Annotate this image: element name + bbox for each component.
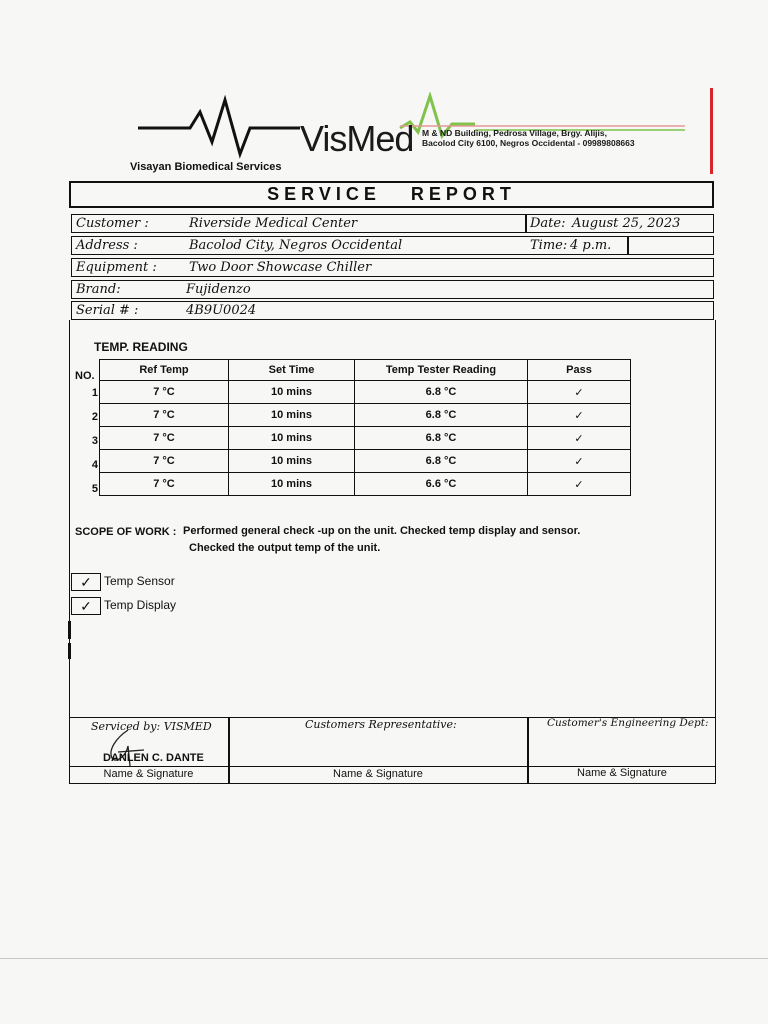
row-number: 5 (91, 483, 98, 495)
address-row (71, 236, 714, 255)
cell-set-time: 10 mins (229, 381, 355, 404)
customer-value: Riverside Medical Center (189, 216, 358, 231)
table-row (100, 404, 631, 427)
cell-reading: 6.8 °C (355, 381, 528, 404)
equipment-row (71, 258, 714, 277)
cell-ref-temp: 7 °C (100, 381, 229, 404)
temp-reading-table (99, 359, 631, 496)
serial-row (71, 301, 714, 320)
name-signature-label: Name & Signature (103, 768, 194, 780)
brand-label: Brand: (76, 282, 121, 297)
table-row (100, 450, 631, 473)
cell-reading: 6.6 °C (355, 473, 528, 496)
serviced-by-label: Serviced by: VISMED (91, 720, 212, 733)
table-row (100, 427, 631, 450)
cell-pass: ✓ (528, 427, 631, 450)
time-label: Time: (530, 238, 568, 253)
engineering-dept-label: Customer's Engineering Dept: (547, 717, 709, 729)
red-margin-bar (710, 88, 713, 174)
date-label: Date: (530, 216, 566, 231)
row-number: 2 (91, 411, 98, 423)
row-divider (525, 215, 527, 232)
logo-wordmark: VisMed (300, 118, 414, 159)
brand-value: Fujidenzo (186, 282, 251, 297)
temp-display-label: Temp Display (104, 598, 177, 612)
cell-reading: 6.8 °C (355, 427, 528, 450)
no-column-header: NO. (75, 370, 95, 382)
serial-label: Serial # : (76, 303, 139, 318)
scope-line-1: Performed general check -up on the unit. Checked temp display and sensor. (183, 525, 581, 537)
row-number: 4 (91, 459, 98, 471)
table-row (100, 473, 631, 496)
temp-reading-heading: TEMP. READING (94, 340, 188, 354)
cell-pass: ✓ (528, 450, 631, 473)
temp-sensor-label: Temp Sensor (104, 574, 175, 588)
address-value: Bacolod City, Negros Occidental (189, 238, 403, 253)
company-address: M & ND Building, Pedrosa Village, Brgy. Alijis, Bacolod City 6100, Negros Occidental - 09989808663 (422, 128, 635, 148)
cell-set-time: 10 mins (229, 404, 355, 427)
cell-ref-temp: 7 °C (100, 427, 229, 450)
company-subtitle: Visayan Biomedical Services (130, 161, 282, 173)
header-pass: Pass (528, 360, 631, 381)
customer-label: Customer : (76, 216, 149, 231)
cell-reading: 6.8 °C (355, 450, 528, 473)
time-value: 4 p.m. (570, 238, 612, 253)
cell-pass: ✓ (528, 381, 631, 404)
serial-value: 4B9U0024 (186, 303, 257, 318)
header-set-time: Set Time (229, 360, 355, 381)
name-signature-label: Name & Signature (577, 767, 667, 779)
page-edge-line (0, 958, 768, 959)
header-tester-reading: Temp Tester Reading (355, 360, 528, 381)
date-value: August 25, 2023 (572, 216, 681, 231)
scan-mark (68, 643, 71, 659)
customer-row (71, 214, 714, 233)
row-divider (627, 237, 629, 254)
scope-label: SCOPE OF WORK : (75, 526, 177, 538)
cell-set-time: 10 mins (229, 450, 355, 473)
table-row (100, 381, 631, 404)
scan-mark (68, 621, 71, 639)
table-header-row (100, 360, 631, 381)
cell-ref-temp: 7 °C (100, 473, 229, 496)
row-number: 3 (91, 435, 98, 447)
temp-sensor-checkbox[interactable]: ✓ (71, 573, 101, 591)
cell-ref-temp: 7 °C (100, 404, 229, 427)
brand-row (71, 280, 714, 299)
equipment-label: Equipment : (76, 260, 157, 275)
temp-display-checkbox[interactable]: ✓ (71, 597, 101, 615)
scope-line-2: Checked the output temp of the unit. (189, 542, 381, 554)
row-number: 1 (91, 387, 98, 399)
report-title: SERVICE REPORT (267, 184, 516, 204)
technician-name: DANLEN C. DANTE (103, 752, 204, 764)
cell-reading: 6.8 °C (355, 404, 528, 427)
cell-set-time: 10 mins (229, 427, 355, 450)
header-ref-temp: Ref Temp (100, 360, 229, 381)
name-signature-label: Name & Signature (333, 768, 423, 780)
cell-ref-temp: 7 °C (100, 450, 229, 473)
customer-rep-label: Customers Representative: (305, 718, 457, 731)
cell-pass: ✓ (528, 404, 631, 427)
cell-set-time: 10 mins (229, 473, 355, 496)
cell-pass: ✓ (528, 473, 631, 496)
address-label: Address : (76, 238, 138, 253)
ecg-logo-graphic (130, 92, 700, 162)
equipment-value: Two Door Showcase Chiller (189, 260, 372, 275)
